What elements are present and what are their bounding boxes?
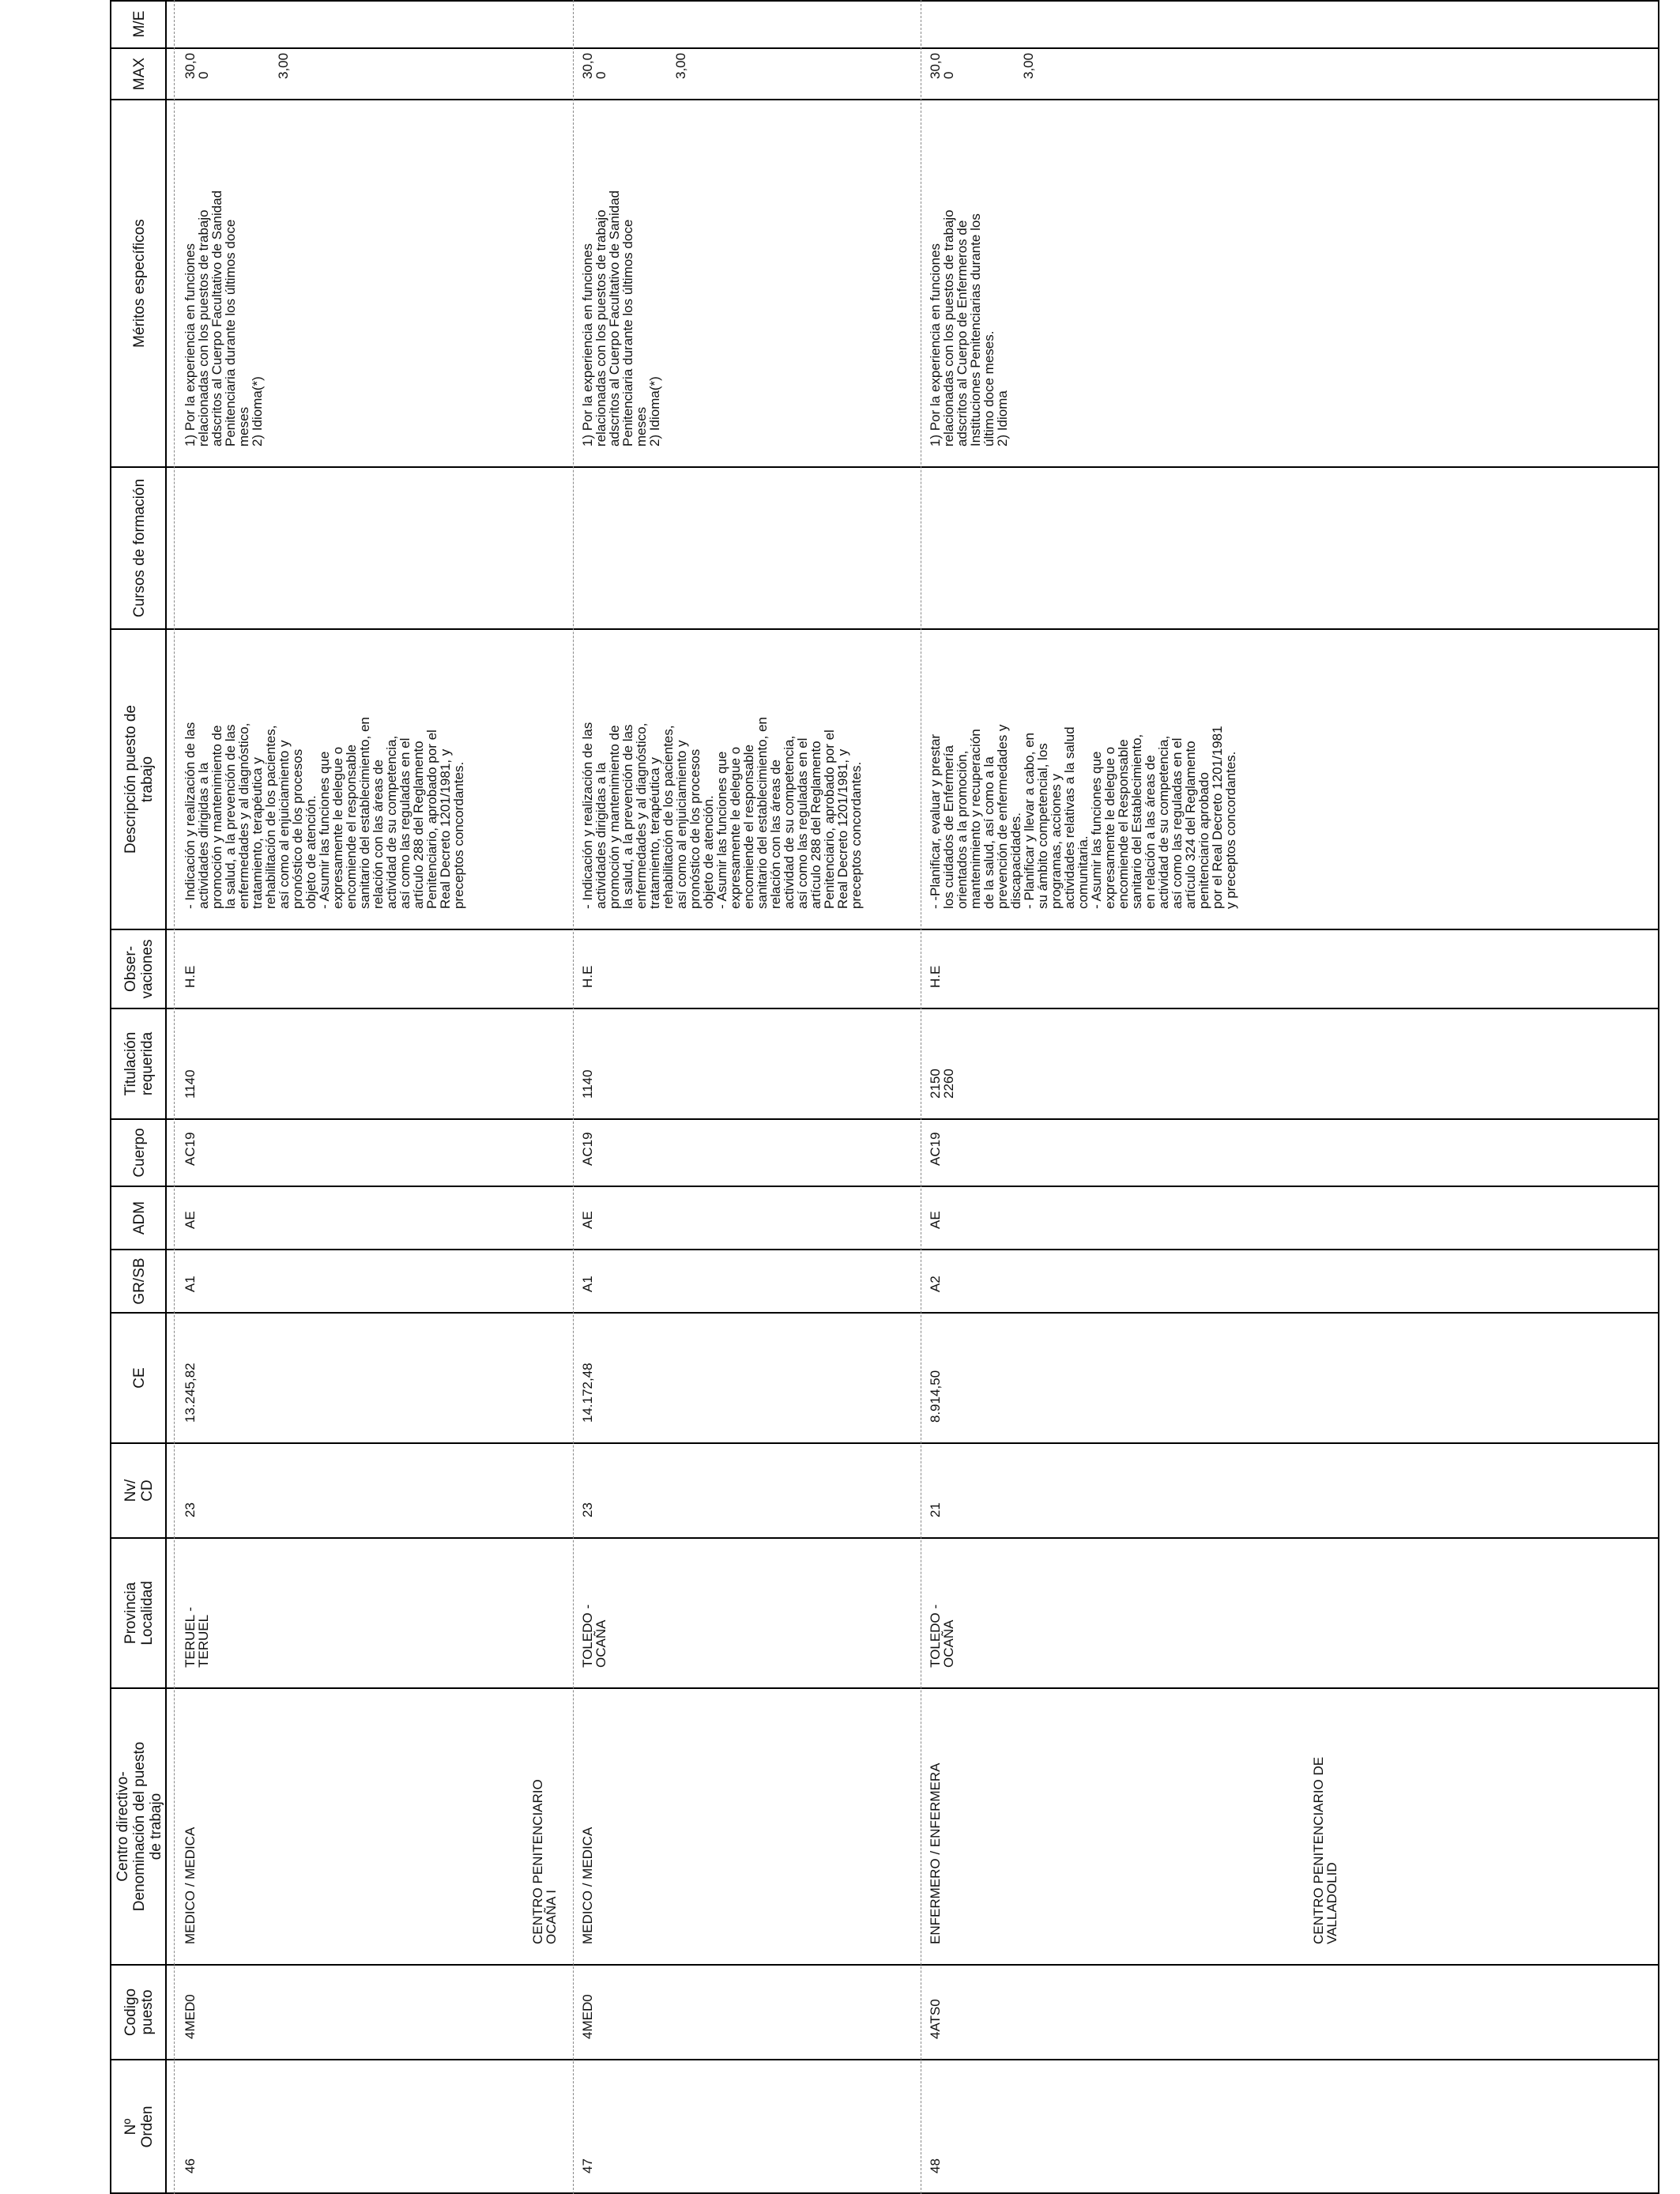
row-46-denominacion: MEDICO / MEDICA: [183, 1826, 198, 1944]
row-46-centro-siguiente: CENTRO PENITENCIARIO OCAÑA I: [530, 1779, 559, 1944]
row-46-provincia: TERUEL - TERUEL: [183, 1607, 211, 1668]
column-divider: [111, 1118, 1659, 1120]
row-48-grsb: A2: [928, 1276, 943, 1292]
row-48-centro-siguiente: CENTRO PENITENCIARIO DE VALLADOLID: [1311, 1756, 1339, 1944]
column-divider: [111, 1249, 1659, 1250]
row-47-orden: 47: [580, 2158, 595, 2173]
row-47-meritos: 1) Por la experiencia en funciones relacionadas con los puestos de trabajo adscritos al Cuerpo Facultativo de Sanidad Penitenciaria durante los últimos doce meses 2) Idioma(*): [580, 190, 662, 447]
column-divider: [111, 1312, 1659, 1314]
header-cuerpo: Cuerpo: [130, 1128, 148, 1178]
header-bottom-border: [165, 0, 167, 2194]
row-48-observaciones: H.E: [928, 965, 943, 988]
row-46-cuerpo: AC19: [183, 1132, 198, 1166]
row-48-denominacion: ENFERMERO / ENFERMERA: [928, 1762, 943, 1944]
header-centro: Centro directivo- Denominación del puesto de trabajo: [114, 1741, 164, 1912]
header-meritos: Méritos específicos: [130, 219, 148, 348]
column-divider: [111, 1008, 1659, 1009]
row-47-grsb: A1: [580, 1276, 595, 1292]
row-46-titulacion: 1140: [183, 1069, 198, 1099]
table-top-border: [110, 0, 111, 2194]
row-46-meritos: 1) Por la experiencia en funciones relacionadas con los puestos de trabajo adscritos al Cuerpo Facultativo de Sanidad Penitenciaria durante los últimos doce meses 2) Idioma(*): [183, 190, 265, 447]
column-divider: [111, 628, 1659, 630]
row-47-ce: 14.172,48: [580, 1363, 595, 1423]
row-48-orden: 48: [928, 2158, 943, 2173]
column-divider: [111, 466, 1659, 468]
header-titulacion: Titulación requerida: [122, 1031, 156, 1096]
row-46-grsb: A1: [183, 1276, 198, 1292]
row-47-titulacion: 1140: [580, 1069, 595, 1099]
row-47-provincia: TOLEDO - OCAÑA: [580, 1604, 608, 1668]
row-48-codigo: 4ATS0: [928, 1999, 943, 2039]
row-48-titulacion: 2150 2260: [928, 1069, 956, 1099]
row-46-descripcion: - Indicación y realización de las actividades dirigidas a la promoción y mantenimiento de la salud, a la prevención de las enfermedades y al diagnóstico, tratamiento, terapéutica y rehabilitación de los pacientes, así como al enjuiciamiento y pronóstico de los procesos objeto de atención. - Asumir las funciones que expresamente le delegue o encomiende el responsable sanitario del establecimiento, en relación con las áreas de actividad de su competencia, así como las reguladas en el artículo 288 del Reglamento Penitenciario, aprobado por el Real Decreto 1201/1981, y preceptos concordantes.: [183, 717, 466, 909]
row-48-ce: 8.914,50: [928, 1370, 943, 1423]
row-47-adm: AE: [580, 1211, 595, 1229]
row-46-adm: AE: [183, 1211, 198, 1229]
row-46-nivel: 23: [183, 1502, 198, 1517]
row-divider: [573, 0, 574, 2194]
row-48-adm: AE: [928, 1211, 943, 1229]
header-nivel: Nv/ CD: [122, 1479, 156, 1502]
row-47-descripcion: - Indicación y realización de las actividades dirigidas a la promoción y mantenimiento de la salud, a la prevención de las enfermedades y al diagnóstico, tratamiento, terapéutica y rehabilitación de los pacientes, así como al enjuiciamiento y pronóstico de los procesos objeto de atención. - Asumir las funciones que expresamente le delegue o encomiende el responsable sanitario del establecimiento, en relación con las áreas de actividad de su competencia, así como las reguladas en el artículo 288 del Reglamento Penitenciario, aprobado por el Real Decreto 1201/1981, y preceptos concordantes.: [580, 717, 864, 909]
row-46-ce: 13.245,82: [183, 1363, 198, 1423]
row-48-nivel: 21: [928, 1502, 943, 1517]
header-provincia: Provincia Localidad: [122, 1581, 156, 1646]
header-adm: ADM: [130, 1201, 148, 1235]
row-divider: [174, 0, 175, 2194]
row-48-cuerpo: AC19: [928, 1132, 943, 1166]
row-48-provincia: TOLEDO - OCAÑA: [928, 1604, 956, 1668]
row-48-meritos: 1) Por la experiencia en funciones relacionadas con los puestos de trabajo adscritos al Cuerpo de Enfermeros de Instituciones Penitenciarias durante los último doce meses. 2) Idioma: [928, 209, 1010, 447]
header-cursos: Cursos de formación: [130, 478, 148, 618]
header-ce: CE: [130, 1367, 148, 1389]
header-observaciones: Obser- vaciones: [122, 939, 156, 999]
row-47-denominacion: MEDICO / MEDICA: [580, 1826, 595, 1944]
row-47-max1: 30,0 0: [580, 52, 608, 79]
header-descripcion: Descripción puesto de trabajo: [122, 705, 156, 854]
column-divider: [111, 47, 1659, 49]
table-bottom-border: [1658, 0, 1659, 2194]
header-me: M/E: [130, 10, 148, 38]
column-divider: [111, 1537, 1659, 1539]
row-47-max2: 3,00: [673, 52, 688, 79]
column-divider: [111, 1964, 1659, 1966]
row-47-nivel: 23: [580, 1502, 595, 1517]
row-47-cuerpo: AC19: [580, 1132, 595, 1166]
row-46-max2: 3,00: [276, 52, 291, 79]
table-right-border: [110, 0, 1659, 2]
column-divider: [111, 99, 1659, 100]
row-46-max1: 30,0 0: [183, 52, 211, 79]
row-48-descripcion: - -Planificar, evaluar y prestar los cuidados de Enfermería orientados a la promoción, mantenimiento y recuperación de la salud, así como a la prevención de enfermedades y discapacidades. - Planificar y llevar a cabo, en su ámbito competencial, los programas, acciones y actividades relativas a la salud comunitaria. - Asumir las funciones que expresamente le delegue o encomiende el Responsable sanitario del Establecimiento, en relación a las áreas de actividad de su competencia, así como las reguladas en el artículo 324 del Reglamento penitenciario aprobado por el Real Decreto 1201/1981 y preceptos concordantes.: [928, 724, 1238, 909]
row-47-codigo: 4MED0: [580, 1994, 595, 2039]
row-48-max2: 3,00: [1021, 52, 1036, 79]
row-46-codigo: 4MED0: [183, 1994, 198, 2039]
row-46-orden: 46: [183, 2158, 198, 2173]
column-divider: [111, 1442, 1659, 1444]
column-divider: [111, 1186, 1659, 1187]
column-divider: [111, 929, 1659, 930]
header-orden: Nº Orden: [122, 2105, 156, 2148]
header-grsb: GR/SB: [130, 1257, 148, 1305]
column-divider: [111, 2059, 1659, 2060]
column-divider: [111, 1687, 1659, 1689]
row-47-observaciones: H.E: [580, 965, 595, 988]
row-46-observaciones: H.E: [183, 965, 198, 988]
header-max: MAX: [130, 57, 148, 91]
header-codigo: Codigo puesto: [122, 1988, 156, 2037]
row-48-max1: 30,0 0: [928, 52, 956, 79]
